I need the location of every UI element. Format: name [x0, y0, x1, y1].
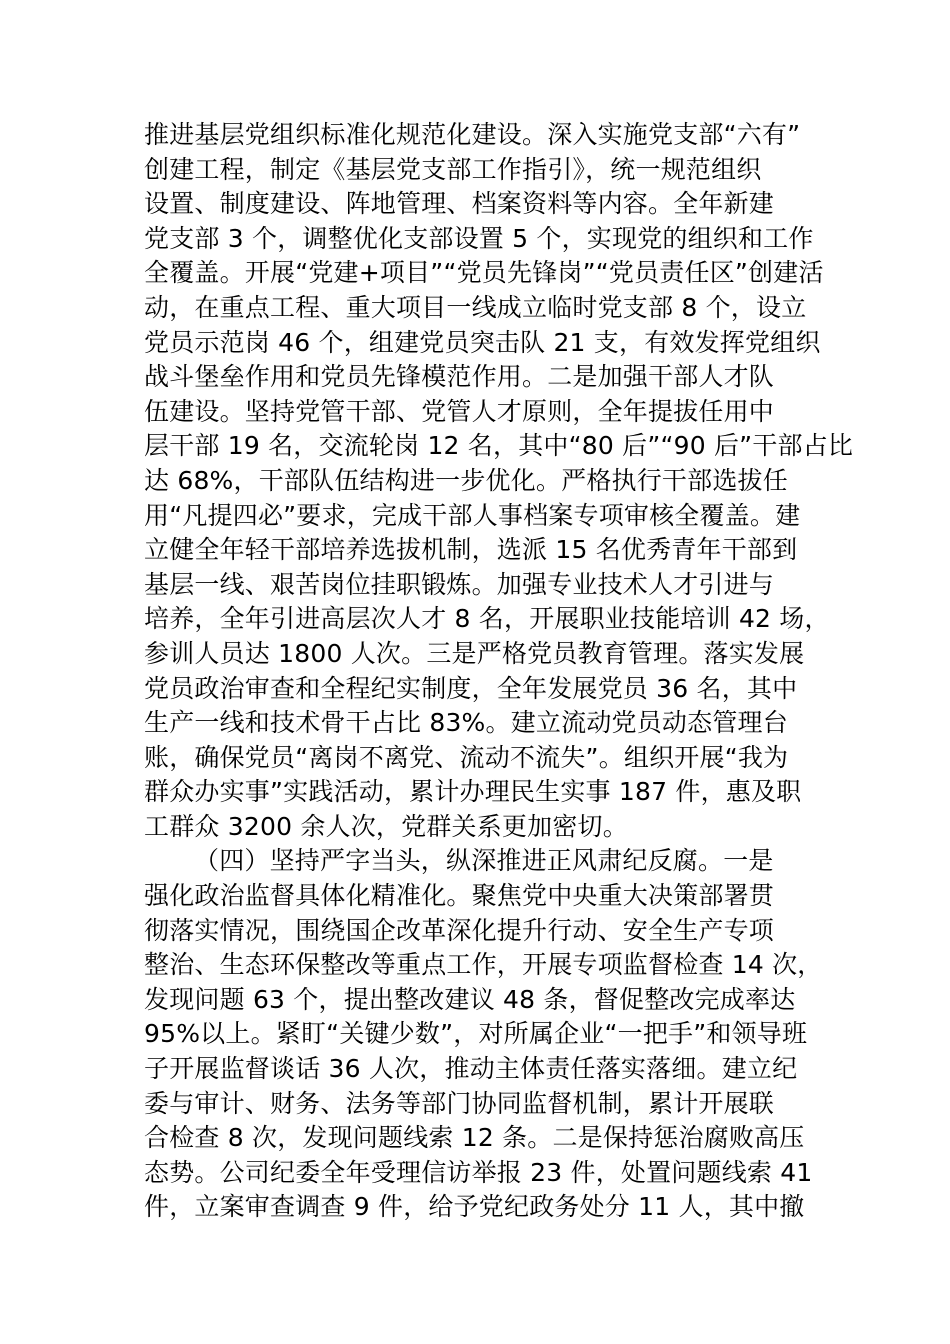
- text-line: 立健全年轻干部培养选拔机制，选派 15 名优秀青年干部到: [144, 535, 798, 565]
- text-line: 群众办实事”实践活动，累计办理民生实事 187 件，惠及职: [144, 777, 802, 807]
- text-line: 全覆盖。开展“党建+项目”“党员先锋岗”“党员责任区”创建活: [144, 258, 824, 288]
- text-line: 生产一线和技术骨干占比 83%。建立流动党员动态管理台: [144, 708, 788, 738]
- text-line: 伍建设。坚持党管干部、党管人才原则，全年提拔任用中: [144, 396, 775, 426]
- text-line: 工群众 3200 余人次，党群关系更加密切。: [144, 811, 628, 841]
- text-line: 层干部 19 名，交流轮岗 12 名，其中“80 后”“90 后”干部占比: [144, 431, 854, 461]
- text-line: 基层一线、艰苦岗位挂职锻炼。加强专业技术人才引进与: [144, 569, 775, 599]
- text-line: 战斗堡垒作用和党员先锋模范作用。二是加强干部人才队: [144, 362, 775, 392]
- text-line: 彻落实情况，围绕国企改革深化提升行动、安全生产专项: [144, 915, 775, 945]
- text-line: 党员示范岗 46 个，组建党员突击队 21 支，有效发挥党组织: [144, 327, 821, 357]
- text-line: （四）坚持严字当头，纵深推进正风肃纪反腐。一是: [194, 846, 774, 876]
- text-line: 强化政治监督具体化精准化。聚焦党中央重大决策部署贯: [144, 881, 775, 911]
- text-line: 创建工程，制定《基层党支部工作指引》，统一规范组织: [144, 154, 762, 184]
- text-line: 达 68%，干部队伍结构进一步优化。严格执行干部选拔任: [144, 465, 788, 495]
- text-line: 推进基层党组织标准化规范化建设。深入实施党支部“六有”: [144, 120, 801, 149]
- text-line: 培养，全年引进高层次人才 8 名，开展职业技能培训 42 场，: [144, 604, 830, 634]
- text-line: 件，立案审查调查 9 件，给予党纪政务处分 11 人，其中撤: [144, 1192, 805, 1222]
- body-text: [144, 118, 854, 1225]
- text-line: 子开展监督谈话 36 人次，推动主体责任落实落细。建立纪: [144, 1054, 798, 1084]
- text-line: 合检查 8 次，发现问题线索 12 条。二是保持惩治腐败高压: [144, 1123, 805, 1153]
- text-line: 账，确保党员“离岗不离党、流动不流失”。组织开展“我为: [144, 742, 789, 772]
- text-line: 党员政治审查和全程纪实制度，全年发展党员 36 名，其中: [144, 673, 798, 703]
- text-line: 委与审计、财务、法务等部门协同监督机制，累计开展联: [144, 1088, 775, 1118]
- text-line: 95%以上。紧盯“关键少数”，对所属企业“一把手”和领导班: [144, 1019, 808, 1049]
- text-line: 态势。公司纪委全年受理信访举报 23 件，处置问题线索 41: [144, 1157, 813, 1187]
- text-line: 动，在重点工程、重大项目一线成立临时党支部 8 个，设立: [144, 292, 807, 322]
- text-line: 发现问题 63 个，提出整改建议 48 条，督促整改完成率达: [144, 984, 796, 1014]
- text-line: 整治、生态环保整改等重点工作，开展专项监督检查 14 次，: [144, 950, 823, 980]
- text-line: 设置、制度建设、阵地管理、档案资料等内容。全年新建: [144, 189, 775, 219]
- text-line: 参训人员达 1800 人次。三是严格党员教育管理。落实发展: [144, 638, 805, 668]
- text-line: 用“凡提四必”要求，完成干部人事档案专项审核全覆盖。建: [144, 500, 801, 530]
- text-line: 党支部 3 个，调整优化支部设置 5 个，实现党的组织和工作: [144, 223, 814, 253]
